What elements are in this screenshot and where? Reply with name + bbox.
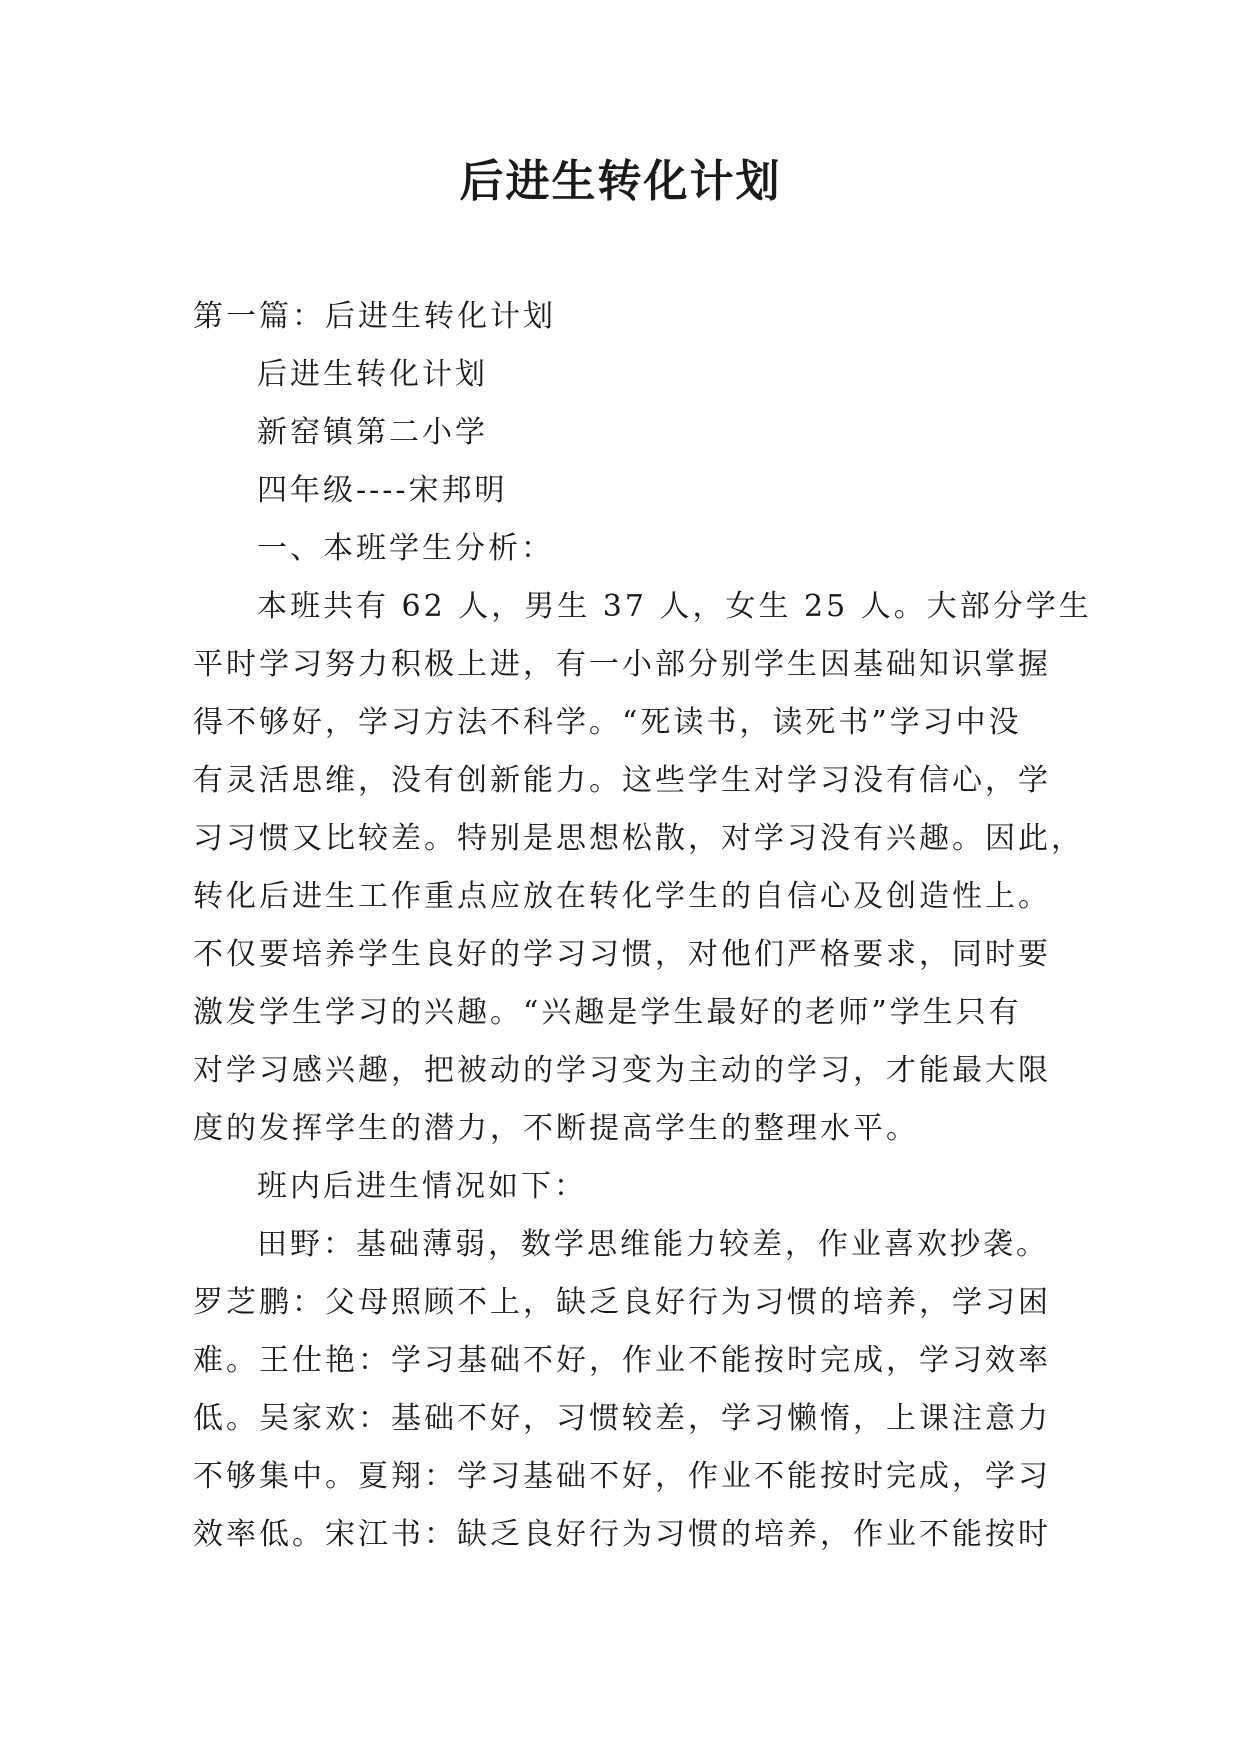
document-body [193, 288, 1092, 1564]
paragraph-line: 罗芝鹏：父母照顾不上，缺乏良好行为习惯的培养，学习困 [193, 1285, 1051, 1320]
paragraph-line: 激发学生学习的兴趣。“兴趣是学生最好的老师”学生只有 [193, 995, 1022, 1030]
paragraph-line: 度的发挥学生的潜力，不断提高学生的整理水平。 [193, 1111, 919, 1146]
school-name: 新窑镇第二小学 [257, 415, 488, 450]
paragraph-line: 得不够好，学习方法不科学。“死读书，读死书”学习中没 [193, 705, 1022, 740]
students-intro: 班内后进生情况如下： [257, 1169, 587, 1204]
paragraph-line: 转化后进生工作重点应放在转化学生的自信心及创造性上。 [193, 879, 1051, 914]
paragraph-line: 田野：基础薄弱，数学思维能力较差，作业喜欢抄袭。 [257, 1227, 1049, 1262]
paragraph-line: 不仅要培养学生良好的学习习惯，对他们严格要求，同时要 [193, 937, 1051, 972]
paragraph-line: 习习惯又比较差。特别是思想松散，对学习没有兴趣。因此， [193, 821, 1084, 856]
author-line: 四年级----宋邦明 [257, 473, 508, 508]
part-one-heading: 一、本班学生分析： [257, 531, 554, 566]
analysis-paragraph [193, 578, 1092, 1158]
students-paragraph [193, 1216, 1053, 1564]
paragraph-line: 不够集中。夏翔：学习基础不好，作业不能按时完成，学习 [193, 1459, 1051, 1494]
paragraph-line: 低。吴家欢：基础不好，习惯较差，学习懒惰，上课注意力 [193, 1401, 1051, 1436]
paragraph-line: 效率低。宋江书：缺乏良好行为习惯的培养，作业不能按时 [193, 1517, 1051, 1552]
paragraph-line: 难。王仕艳：学习基础不好，作业不能按时完成，学习效率 [193, 1343, 1051, 1378]
paragraph-line: 对学习感兴趣，把被动的学习变为主动的学习，才能最大限 [193, 1053, 1051, 1088]
subtitle: 后进生转化计划 [257, 357, 488, 392]
paragraph-line: 有灵活思维，没有创新能力。这些学生对学习没有信心，学 [193, 763, 1051, 798]
section-heading: 第一篇：后进生转化计划 [193, 299, 556, 334]
paragraph-line: 本班共有 62 人，男生 37 人，女生 25 人。大部分学生 [257, 589, 1092, 624]
paragraph-line: 平时学习努力积极上进，有一小部分别学生因基础知识掌握 [193, 647, 1051, 682]
document-title: 后进生转化计划 [459, 156, 782, 207]
